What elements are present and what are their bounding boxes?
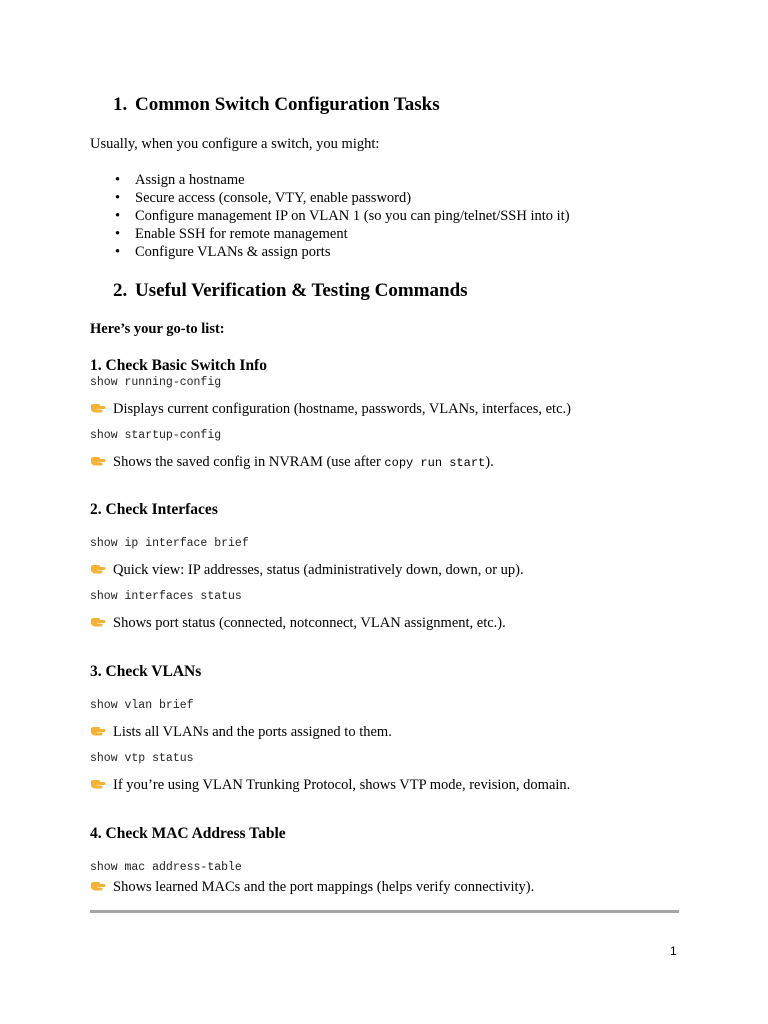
subheading-basic-switch-info: 1. Check Basic Switch Info	[90, 357, 267, 374]
command-show-running-config: show running-config	[90, 376, 222, 389]
list-item: • Configure VLANs & assign ports	[115, 244, 331, 260]
command-description: If you’re using VLAN Trunking Protocol, shows VTP mode, revision, domain.	[90, 777, 570, 794]
section1-intro: Usually, when you configure a switch, you might:	[90, 136, 380, 152]
command-show-mac-address-table: show mac address-table	[90, 861, 242, 874]
list-item: • Assign a hostname	[115, 172, 245, 188]
config-task-list	[113, 171, 570, 261]
page-number: 1	[670, 944, 677, 958]
command-description: Shows the saved config in NVRAM (use after copy run start).	[90, 454, 494, 471]
bullet-icon: •	[115, 244, 121, 260]
pointing-hand-icon	[90, 401, 106, 415]
command-show-startup-config: show startup-config	[90, 429, 222, 442]
list-item: • Enable SSH for remote management	[115, 226, 348, 242]
command-description: Displays current configuration (hostname, passwords, VLANs, interfaces, etc.)	[90, 401, 571, 418]
section-heading-verification-commands: 2. Useful Verification & Testing Commands	[113, 280, 468, 301]
pointing-hand-icon	[90, 724, 106, 738]
bullet-icon: •	[115, 172, 121, 188]
pointing-hand-icon	[90, 777, 106, 791]
list-item: • Configure management IP on VLAN 1 (so you can ping/telnet/SSH into it)	[115, 208, 570, 224]
pointing-hand-icon	[90, 615, 106, 629]
list-item: • Secure access (console, VTY, enable password)	[115, 190, 412, 206]
subheading-check-vlans: 3. Check VLANs	[90, 663, 202, 680]
command-show-vtp-status: show vtp status	[90, 752, 194, 765]
command-description: Shows learned MACs and the port mappings (helps verify connectivity).	[90, 879, 534, 896]
pointing-hand-icon	[90, 879, 106, 893]
command-description: Quick view: IP addresses, status (administratively down, down, or up).	[90, 562, 524, 579]
bullet-icon: •	[115, 190, 121, 206]
section2-intro: Here’s your go-to list:	[90, 321, 225, 337]
subheading-check-mac-table: 4. Check MAC Address Table	[90, 825, 286, 842]
command-show-vlan-brief: show vlan brief	[90, 699, 194, 712]
bullet-icon: •	[115, 208, 121, 224]
command-description: Shows port status (connected, notconnect, VLAN assignment, etc.).	[90, 615, 506, 632]
command-show-ip-interface-brief: show ip interface brief	[90, 537, 249, 550]
pointing-hand-icon	[90, 454, 106, 468]
pointing-hand-icon	[90, 562, 106, 576]
section-heading-common-switch-tasks: 1. Common Switch Configuration Tasks	[113, 94, 440, 115]
horizontal-rule	[90, 910, 679, 913]
subheading-check-interfaces: 2. Check Interfaces	[90, 501, 218, 518]
command-show-interfaces-status: show interfaces status	[90, 590, 242, 603]
command-description: Lists all VLANs and the ports assigned to them.	[90, 724, 392, 741]
bullet-icon: •	[115, 226, 121, 242]
